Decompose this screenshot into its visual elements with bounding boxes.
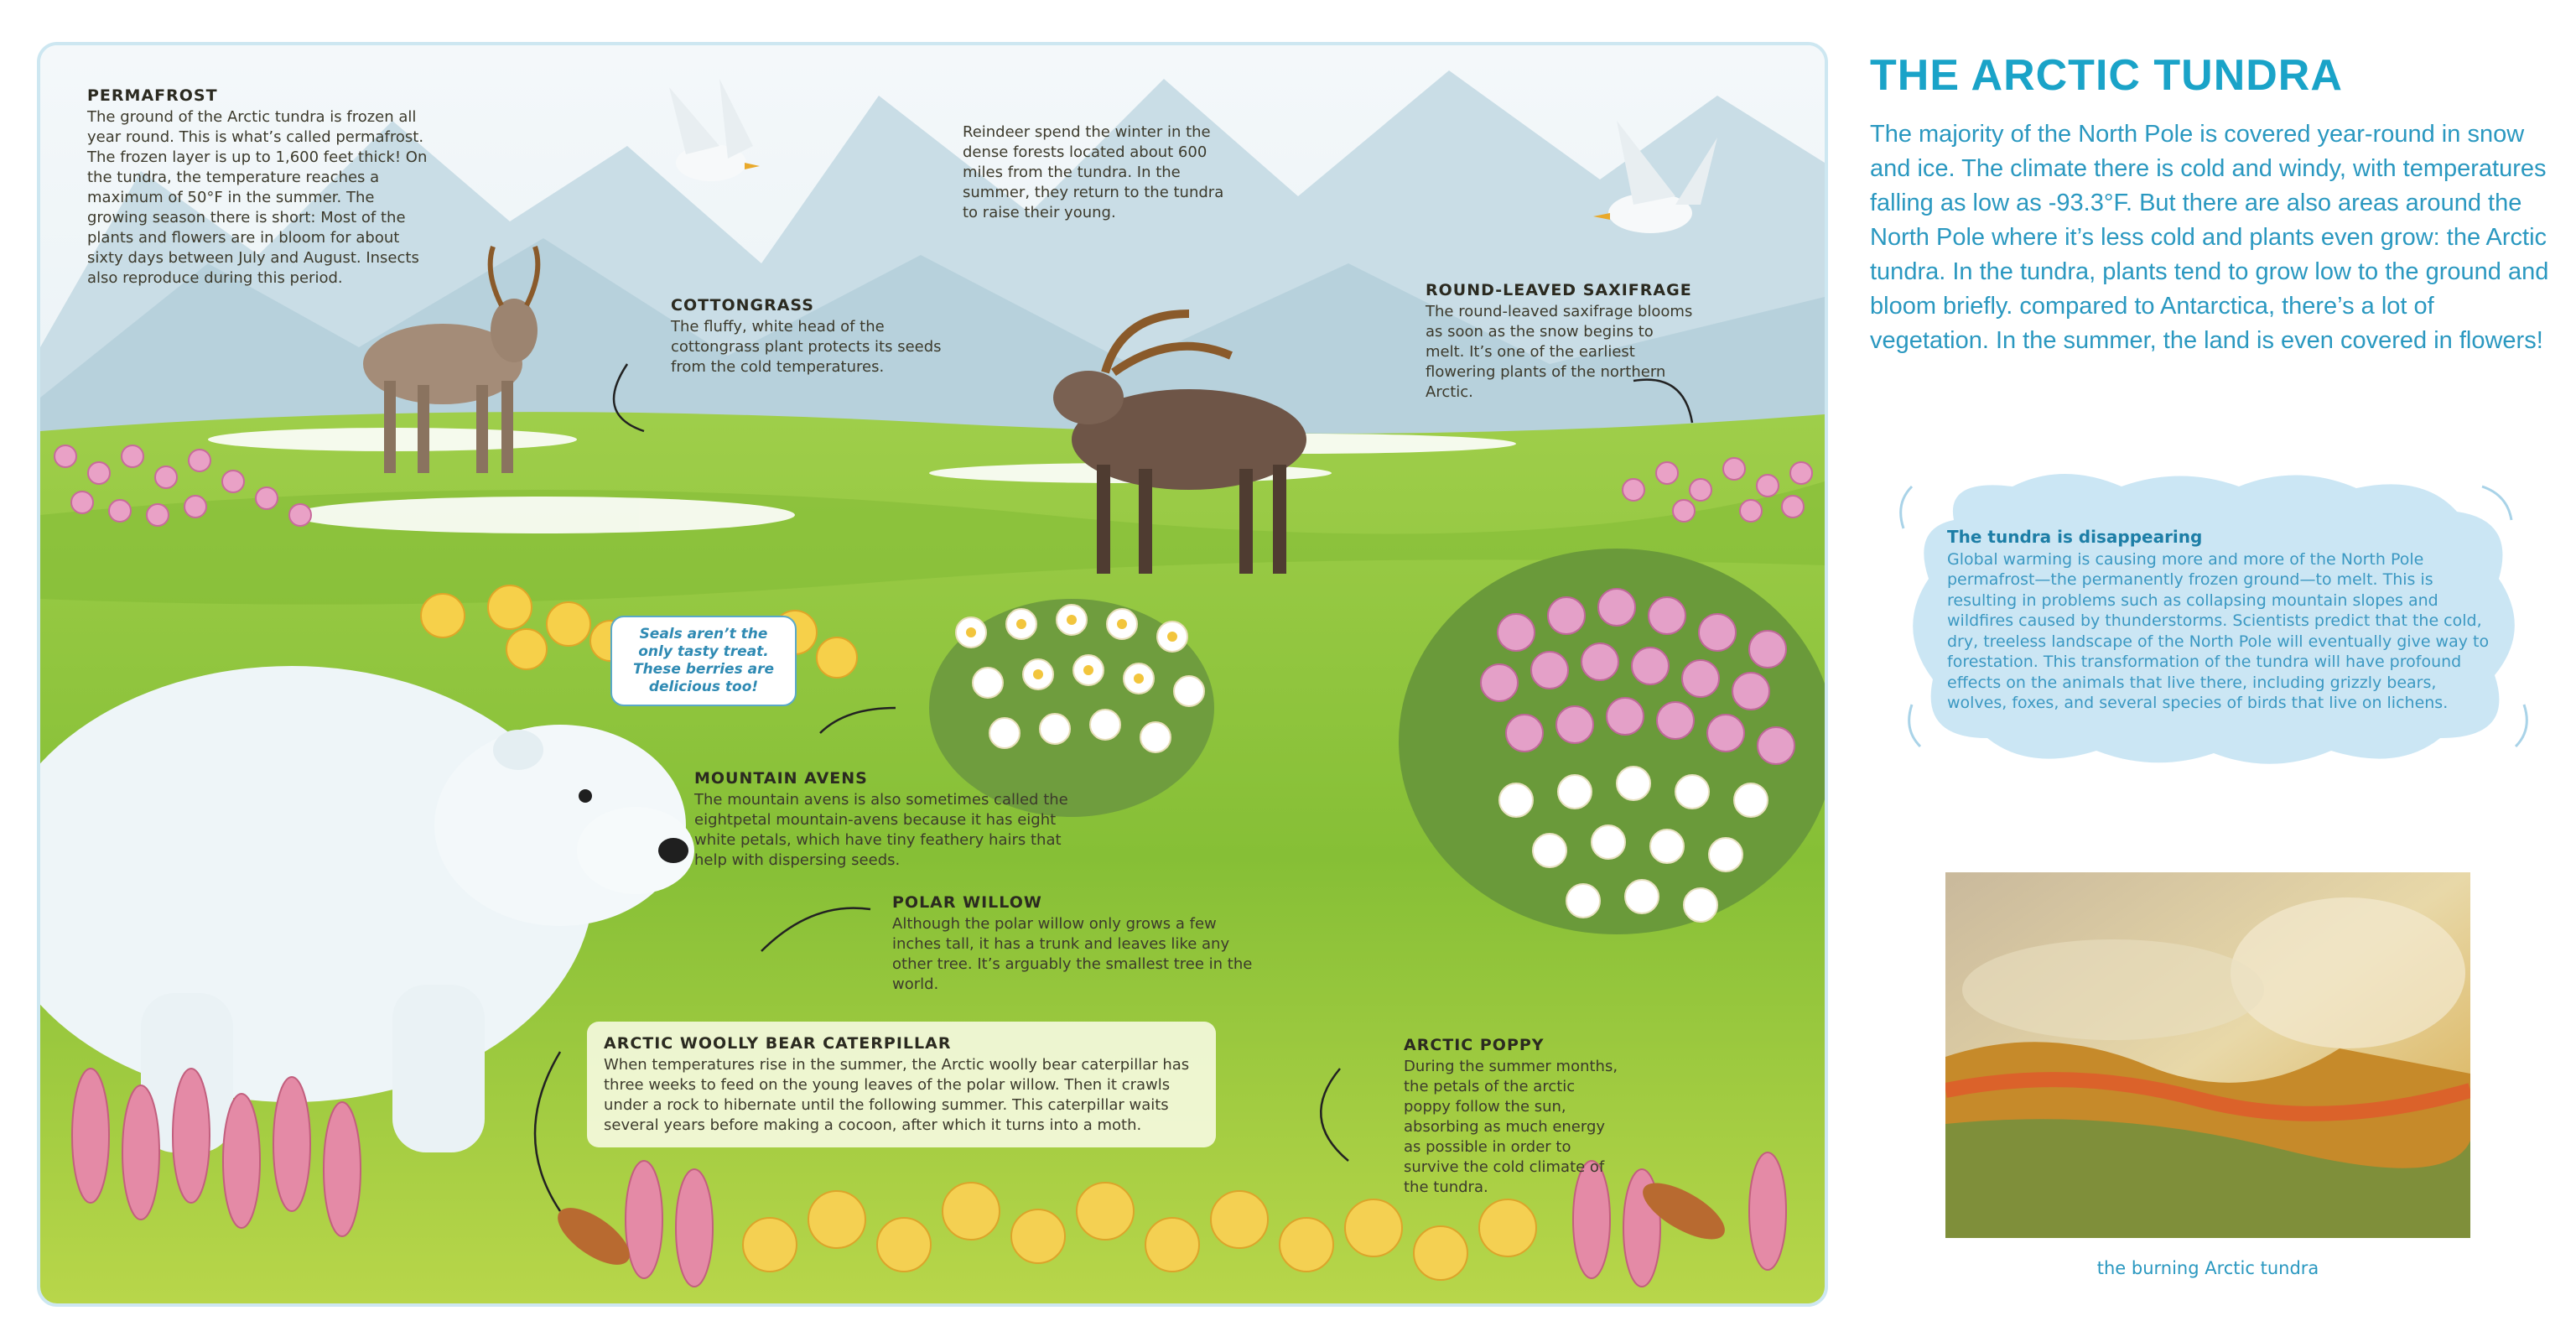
mountain-avens-note	[694, 768, 1088, 871]
cottongrass-text: The fluffy, white head of the cottongrass plant protects its seeds from the cold temperatures.	[671, 318, 942, 376]
cottongrass-note	[671, 295, 948, 377]
polar-willow-heading: POLAR WILLOW	[892, 893, 1042, 912]
info-cloud-text	[1947, 527, 2501, 714]
polar-willow-text: Although the polar willow only grows a few inches tall, it has a trunk and leaves like any other tree. It’s arguably the smallest tree in the world.	[892, 915, 1253, 993]
mountain-avens-text: The mountain avens is also sometimes called the eightpetal mountain-avens because it has eight white petals, which have tiny feathery hairs that help with dispersing seeds.	[694, 791, 1068, 869]
caterpillar-note	[587, 1022, 1216, 1147]
poppy-heading: ARCTIC POPPY	[1404, 1036, 1545, 1054]
burning-tundra-image	[1945, 872, 2470, 1238]
reindeer-note	[963, 122, 1239, 223]
mountain-avens-heading: MOUNTAIN AVENS	[694, 769, 868, 788]
caterpillar-text: When temperatures rise in the summer, the Arctic woolly bear caterpillar has three weeks to feed on the young leaves of the polar willow. Then it crawls under a rock to hibernate until the following summer. This caterpillar waits several years before making a cocoon, after which it turns into a moth.	[604, 1056, 1190, 1134]
info-body: Global warming is causing more and more of the North Pole permafrost—the permanently frozen ground—to melt. This is resulting in problems such as collapsing mountain slopes and wildfires caused by thunderstorms. Scientists predict that the cold, dry, treeless landscape of the North Pole will eventually give way to forestation. This transformation of the tundra will have profound effects on the animals that live there, including grizzly bears, wolves, foxes, and several species of birds that live on lichens.	[1947, 549, 2490, 712]
poppy-note	[1404, 1035, 1622, 1198]
reindeer-text: Reindeer spend the winter in the dense forests located about 600 miles from the tundra. In the summer, they return to the tundra to raise their young.	[963, 123, 1224, 221]
info-heading: The tundra is disappearing	[1947, 527, 2203, 547]
polar-willow-note	[892, 892, 1270, 995]
page-title: THE ARCTIC TUNDRA	[1870, 51, 2343, 100]
permafrost-text: The ground of the Arctic tundra is frozen all year round. This is what’s called permafrost. The frozen layer is up to 1,600 feet thick! On the tundra, the temperature reaches a maximum of 50°F in the summer. The growing season there is short: Most of the plants and flowers are in bloom for about sixty days between July and August. Insects also reproduce during this period.	[87, 108, 428, 287]
cottongrass-heading: COTTONGRASS	[671, 296, 814, 315]
tundra-illustration	[37, 42, 1828, 1307]
saxifrage-note	[1426, 280, 1694, 403]
caterpillar-heading: ARCTIC WOOLLY BEAR CATERPILLAR	[604, 1034, 952, 1053]
saxifrage-mound	[1399, 549, 1825, 934]
bear-speech-bubble: Seals aren’t the only tasty treat. These berries are delicious too!	[610, 616, 797, 706]
permafrost-heading: PERMAFROST	[87, 86, 218, 105]
saxifrage-heading: ROUND-LEAVED SAXIFRAGE	[1426, 281, 1692, 299]
saxifrage-text: The round-leaved saxifrage blooms as soon as the snow begins to melt. It’s one of the earliest flowering plants of the northern Arctic.	[1426, 303, 1693, 401]
permafrost-note	[87, 86, 439, 289]
intro-paragraph: The majority of the North Pole is covered year-round in snow and ice. The climate there is cold and windy, with temperatures falling as low as -93.3°F. But there are also areas around the North Pole where it’s less cold and plants even grow: the Arctic tundra. In the tundra, plants tend to grow low to the ground and bloom briefly. compared to Antarctica, there’s a lot of vegetation. In the summer, the land is even covered in flowers!	[1870, 121, 2549, 354]
poppy-text: During the summer months, the petals of the arctic poppy follow the sun, absorbing as much energy as possible in order to survive the cold climate of the tundra.	[1404, 1058, 1618, 1196]
image-caption: the burning Arctic tundra	[2096, 1258, 2319, 1278]
right-page	[1853, 0, 2576, 1342]
